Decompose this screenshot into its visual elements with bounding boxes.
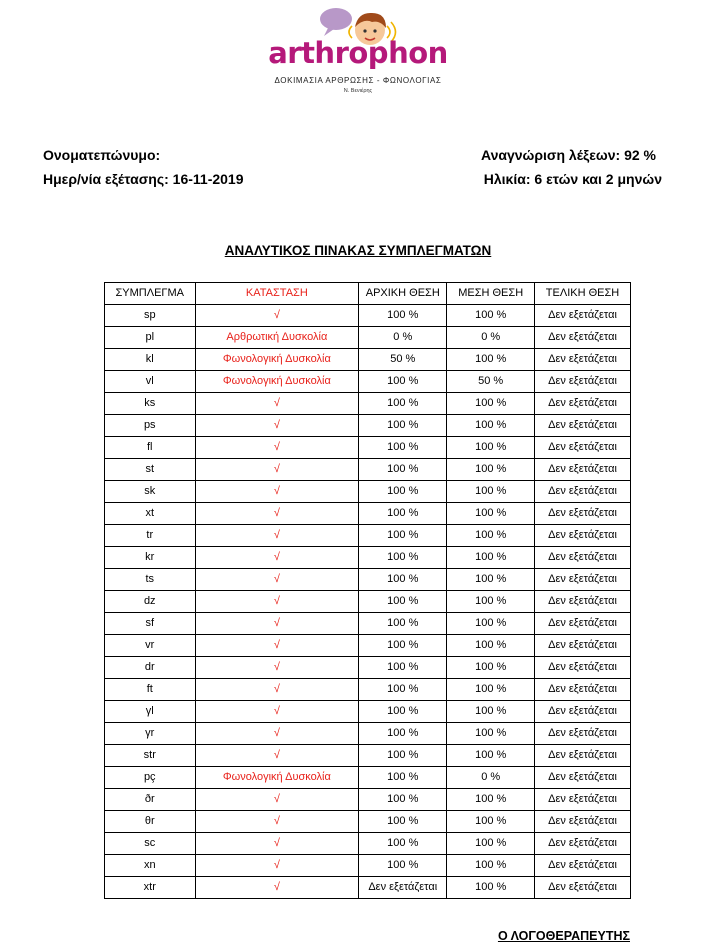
cell-final: Δεν εξετάζεται	[535, 481, 631, 503]
table-row	[105, 547, 631, 569]
cell-status: √	[195, 503, 359, 525]
cell-cluster: ft	[105, 679, 196, 701]
cell-status: √	[195, 481, 359, 503]
table-row	[105, 701, 631, 723]
table-row	[105, 591, 631, 613]
cell-cluster: γl	[105, 701, 196, 723]
table-header-row	[105, 283, 631, 305]
cell-status: √	[195, 855, 359, 877]
cell-status: √	[195, 591, 359, 613]
cell-status: Φωνολογική Δυσκολία	[195, 767, 359, 789]
cell-initial: 50 %	[359, 349, 447, 371]
cell-final: Δεν εξετάζεται	[535, 437, 631, 459]
cell-initial: 100 %	[359, 371, 447, 393]
cell-final: Δεν εξετάζεται	[535, 745, 631, 767]
cell-medial: 100 %	[447, 569, 535, 591]
cell-cluster: pl	[105, 327, 196, 349]
table-row	[105, 349, 631, 371]
cell-final: Δεν εξετάζεται	[535, 547, 631, 569]
table-row	[105, 877, 631, 899]
cell-status: √	[195, 613, 359, 635]
cell-medial: 100 %	[447, 745, 535, 767]
exam-date: Ημερ/νία εξέτασης: 16-11-2019	[43, 171, 244, 187]
cell-status: √	[195, 833, 359, 855]
cell-status: √	[195, 811, 359, 833]
table-row	[105, 569, 631, 591]
cell-cluster: ðr	[105, 789, 196, 811]
header-status: ΚΑΤΑΣΤΑΣΗ	[195, 283, 359, 305]
cell-initial: 100 %	[359, 855, 447, 877]
table-row	[105, 811, 631, 833]
header-final-position: ΤΕΛΙΚΗ ΘΕΣΗ	[535, 283, 631, 305]
cell-final: Δεν εξετάζεται	[535, 503, 631, 525]
cell-medial: 100 %	[447, 723, 535, 745]
cell-status: Φωνολογική Δυσκολία	[195, 349, 359, 371]
cell-final: Δεν εξετάζεται	[535, 657, 631, 679]
cell-final: Δεν εξετάζεται	[535, 811, 631, 833]
cell-cluster: tr	[105, 525, 196, 547]
cell-medial: 0 %	[447, 327, 535, 349]
cell-initial: Δεν εξετάζεται	[359, 877, 447, 899]
cell-medial: 100 %	[447, 855, 535, 877]
cell-final: Δεν εξετάζεται	[535, 349, 631, 371]
cell-initial: 100 %	[359, 745, 447, 767]
table-row	[105, 789, 631, 811]
header-cluster: ΣΥΜΠΛΕΓΜΑ	[105, 283, 196, 305]
cell-medial: 100 %	[447, 503, 535, 525]
table-row	[105, 635, 631, 657]
table-row	[105, 393, 631, 415]
cell-medial: 100 %	[447, 811, 535, 833]
cell-status: √	[195, 437, 359, 459]
cell-initial: 100 %	[359, 613, 447, 635]
cell-medial: 100 %	[447, 459, 535, 481]
cell-cluster: θr	[105, 811, 196, 833]
table-row	[105, 459, 631, 481]
logo-subtitle: ΔΟΚΙΜΑΣΙΑ ΑΡΘΡΩΣΗΣ - ΦΩΝΟΛΟΓΙΑΣ	[274, 76, 442, 85]
table-row	[105, 767, 631, 789]
cell-final: Δεν εξετάζεται	[535, 305, 631, 327]
cell-initial: 100 %	[359, 305, 447, 327]
cell-cluster: vr	[105, 635, 196, 657]
logo	[0, 0, 716, 110]
cell-final: Δεν εξετάζεται	[535, 855, 631, 877]
table-row	[105, 855, 631, 877]
cell-cluster: dr	[105, 657, 196, 679]
cell-initial: 100 %	[359, 525, 447, 547]
cell-medial: 100 %	[447, 481, 535, 503]
cell-status: √	[195, 525, 359, 547]
cell-medial: 100 %	[447, 833, 535, 855]
cell-medial: 100 %	[447, 437, 535, 459]
cell-initial: 100 %	[359, 437, 447, 459]
cell-final: Δεν εξετάζεται	[535, 723, 631, 745]
cell-final: Δεν εξετάζεται	[535, 833, 631, 855]
cell-cluster: pç	[105, 767, 196, 789]
table-row	[105, 481, 631, 503]
cell-final: Δεν εξετάζεται	[535, 789, 631, 811]
cell-status: √	[195, 547, 359, 569]
cell-cluster: ps	[105, 415, 196, 437]
patient-name-label: Ονοματεπώνυμο:	[43, 147, 161, 163]
patient-age: Ηλικία: 6 ετών και 2 μηνών	[483, 171, 662, 187]
cell-medial: 100 %	[447, 635, 535, 657]
clusters-table	[104, 282, 631, 899]
cell-medial: 50 %	[447, 371, 535, 393]
cell-initial: 100 %	[359, 459, 447, 481]
cell-final: Δεν εξετάζεται	[535, 393, 631, 415]
cell-medial: 100 %	[447, 613, 535, 635]
cell-status: √	[195, 789, 359, 811]
cell-status: √	[195, 679, 359, 701]
word-recognition: Αναγνώριση λέξεων: 92 %	[480, 147, 656, 163]
table-row	[105, 833, 631, 855]
cell-cluster: sk	[105, 481, 196, 503]
cell-cluster: ts	[105, 569, 196, 591]
cell-cluster: xtr	[105, 877, 196, 899]
cell-initial: 100 %	[359, 833, 447, 855]
cell-status: Φωνολογική Δυσκολία	[195, 371, 359, 393]
cell-status: √	[195, 657, 359, 679]
cell-cluster: sc	[105, 833, 196, 855]
cell-final: Δεν εξετάζεται	[535, 591, 631, 613]
cell-cluster: st	[105, 459, 196, 481]
cell-cluster: kr	[105, 547, 196, 569]
cell-medial: 100 %	[447, 657, 535, 679]
cell-medial: 100 %	[447, 525, 535, 547]
cell-final: Δεν εξετάζεται	[535, 525, 631, 547]
cell-final: Δεν εξετάζεται	[535, 569, 631, 591]
cell-status: √	[195, 635, 359, 657]
cell-status: √	[195, 415, 359, 437]
table-row	[105, 415, 631, 437]
table-title: ΑΝΑΛΥΤΙΚΟΣ ΠΙΝΑΚΑΣ ΣΥΜΠΛΕΓΜΑΤΩΝ	[224, 243, 492, 258]
table-row	[105, 723, 631, 745]
table-row	[105, 503, 631, 525]
cell-medial: 100 %	[447, 349, 535, 371]
cell-final: Δεν εξετάζεται	[535, 327, 631, 349]
cell-initial: 100 %	[359, 701, 447, 723]
table-row	[105, 679, 631, 701]
cell-medial: 100 %	[447, 591, 535, 613]
cell-final: Δεν εξετάζεται	[535, 635, 631, 657]
cell-medial: 100 %	[447, 877, 535, 899]
cell-final: Δεν εξετάζεται	[535, 459, 631, 481]
cell-initial: 100 %	[359, 481, 447, 503]
cell-initial: 100 %	[359, 591, 447, 613]
cell-status: √	[195, 569, 359, 591]
cell-cluster: xt	[105, 503, 196, 525]
cell-cluster: sp	[105, 305, 196, 327]
cell-medial: 100 %	[447, 393, 535, 415]
cell-cluster: fl	[105, 437, 196, 459]
cell-medial: 100 %	[447, 415, 535, 437]
cell-status: √	[195, 393, 359, 415]
cell-medial: 100 %	[447, 679, 535, 701]
cell-cluster: sf	[105, 613, 196, 635]
cell-final: Δεν εξετάζεται	[535, 701, 631, 723]
cell-initial: 100 %	[359, 767, 447, 789]
logo-wordmark: arthrophon	[268, 36, 448, 70]
cell-medial: 100 %	[447, 547, 535, 569]
cell-initial: 100 %	[359, 635, 447, 657]
cell-status: √	[195, 723, 359, 745]
cell-medial: 100 %	[447, 305, 535, 327]
cell-status: √	[195, 305, 359, 327]
cell-cluster: ks	[105, 393, 196, 415]
cell-status: Αρθρωτική Δυσκολία	[195, 327, 359, 349]
cell-final: Δεν εξετάζεται	[535, 613, 631, 635]
cell-initial: 100 %	[359, 657, 447, 679]
cell-initial: 0 %	[359, 327, 447, 349]
cell-final: Δεν εξετάζεται	[535, 371, 631, 393]
cell-final: Δεν εξετάζεται	[535, 767, 631, 789]
cell-status: √	[195, 745, 359, 767]
cell-initial: 100 %	[359, 569, 447, 591]
cell-initial: 100 %	[359, 811, 447, 833]
table-row	[105, 305, 631, 327]
cell-cluster: vl	[105, 371, 196, 393]
table-row	[105, 371, 631, 393]
cell-initial: 100 %	[359, 547, 447, 569]
cell-status: √	[195, 877, 359, 899]
logo-author: Ν. Βενιέρης	[343, 88, 373, 94]
cell-initial: 100 %	[359, 789, 447, 811]
table-row	[105, 327, 631, 349]
table-row	[105, 437, 631, 459]
cell-medial: 100 %	[447, 701, 535, 723]
table-row	[105, 657, 631, 679]
cell-final: Δεν εξετάζεται	[535, 679, 631, 701]
cell-final: Δεν εξετάζεται	[535, 415, 631, 437]
table-row	[105, 745, 631, 767]
cell-initial: 100 %	[359, 393, 447, 415]
cell-cluster: dz	[105, 591, 196, 613]
signature-label: Ο ΛΟΓΟΘΕΡΑΠΕΥΤΗΣ	[497, 929, 630, 943]
cell-initial: 100 %	[359, 503, 447, 525]
cell-status: √	[195, 459, 359, 481]
cell-cluster: kl	[105, 349, 196, 371]
cell-initial: 100 %	[359, 679, 447, 701]
cell-initial: 100 %	[359, 415, 447, 437]
cell-cluster: str	[105, 745, 196, 767]
header-initial-position: ΑΡΧΙΚΗ ΘΕΣΗ	[359, 283, 447, 305]
cell-medial: 100 %	[447, 789, 535, 811]
header-medial-position: ΜΕΣΗ ΘΕΣΗ	[447, 283, 535, 305]
table-row	[105, 525, 631, 547]
cell-final: Δεν εξετάζεται	[535, 877, 631, 899]
cell-initial: 100 %	[359, 723, 447, 745]
table-row	[105, 613, 631, 635]
cell-status: √	[195, 701, 359, 723]
cell-cluster: xn	[105, 855, 196, 877]
cell-medial: 0 %	[447, 767, 535, 789]
cell-cluster: γr	[105, 723, 196, 745]
